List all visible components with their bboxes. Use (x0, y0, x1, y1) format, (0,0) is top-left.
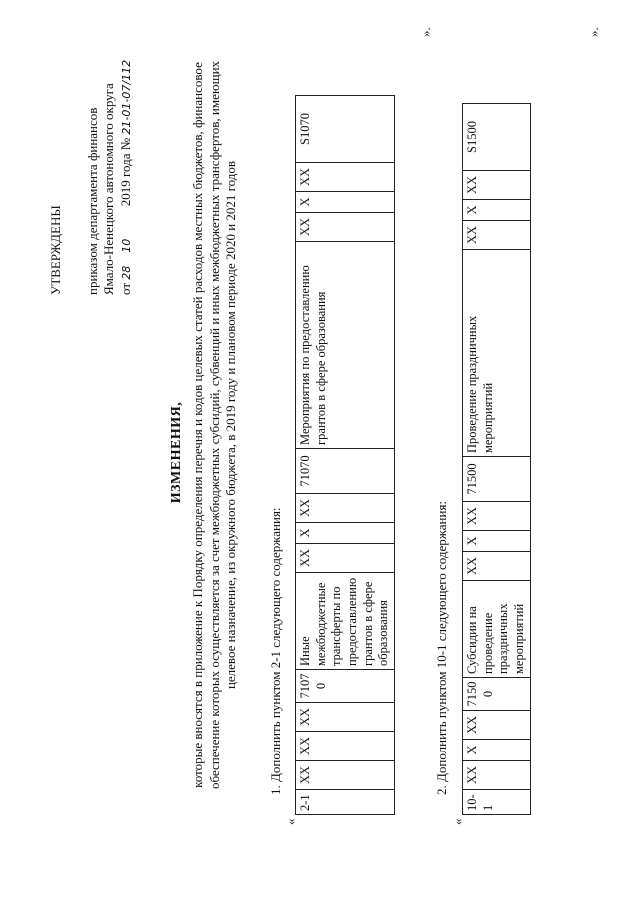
cell: 71070 (296, 449, 395, 494)
cell: Х (296, 523, 395, 544)
date-year: 2019 года № (117, 137, 133, 207)
cell: 7150 0 (463, 678, 531, 711)
cell: ХХ (463, 171, 531, 200)
point-2-close-quote: ». (586, 27, 601, 37)
approval-label: УТВЕРЖДЕНЫ (48, 205, 63, 295)
cell-code: 2-1 (296, 790, 395, 815)
cell: ХХ (463, 221, 531, 250)
date-prefix: от (117, 282, 133, 295)
approval-block (48, 35, 135, 295)
point-2-table (462, 103, 531, 815)
cell: ХХ (296, 494, 395, 523)
approval-line-1: приказом департамента финансов (84, 107, 100, 295)
cell: ХХ (296, 732, 395, 761)
handwritten-order-number: 21-01-07/112 (119, 59, 133, 135)
cell-description: Проведение праздничных мероприятий (463, 250, 531, 457)
point-1-heading: 1. Дополнить пунктом 2-1 следующего содержания: (268, 507, 283, 795)
handwritten-month: 10 (119, 238, 133, 253)
cell: Х (463, 531, 531, 552)
cell: ХХ (463, 552, 531, 581)
point-1-table (295, 95, 395, 815)
table-row (296, 96, 395, 815)
table-row (463, 104, 531, 815)
point-1-open-quote: « (283, 818, 298, 825)
point-2-open-quote: « (450, 818, 465, 825)
cell: ХХ (463, 711, 531, 740)
cell: Х (463, 740, 531, 761)
cell: ХХ (296, 213, 395, 242)
cell: ХХ (296, 163, 395, 192)
cell: 7107 0 (296, 670, 395, 703)
cell: 71500 (463, 457, 531, 502)
cell: S1500 (463, 104, 531, 171)
cell: ХХ (463, 502, 531, 531)
document-intro: которые вносятся в приложение к Порядку определения перечня и кодов целевых статей расходов местных бюджетов, финансовое обеспечение которых осуществляется за счет межбюджетных субсидий, субвенций и иных межбюджетных трансфертов, имеющих целевое назначение, из окружного бюджета, в 2019 году и плановом периоде 2020 и 2021 годов (190, 60, 239, 790)
cell-description: Мероприятия по предоставлению грантов в сфере образования (296, 242, 395, 449)
cell-description: Иные межбюджетные трансферты по предоставлению грантов в сфере образования (296, 573, 395, 670)
handwritten-day: 28 (119, 265, 133, 280)
point-2-heading: 2. Дополнить пунктом 10-1 следующего содержания: (434, 500, 449, 795)
cell-description: Субсидии на проведение праздничных мероприятий (463, 581, 531, 678)
cell: ХХ (296, 703, 395, 732)
cell: S1070 (296, 96, 395, 163)
document-title: ИЗМЕНЕНИЯ, (169, 401, 184, 504)
cell: ХХ (463, 761, 531, 790)
cell: Х (463, 200, 531, 221)
cell-code: 10-1 (463, 790, 531, 815)
point-1-close-quote: ». (418, 27, 433, 37)
approval-date-line (118, 35, 135, 295)
approval-line-2: Ямало-Ненецкого автономного округа (101, 83, 117, 295)
cell: ХХ (296, 761, 395, 790)
cell: Х (296, 192, 395, 213)
cell: ХХ (296, 544, 395, 573)
